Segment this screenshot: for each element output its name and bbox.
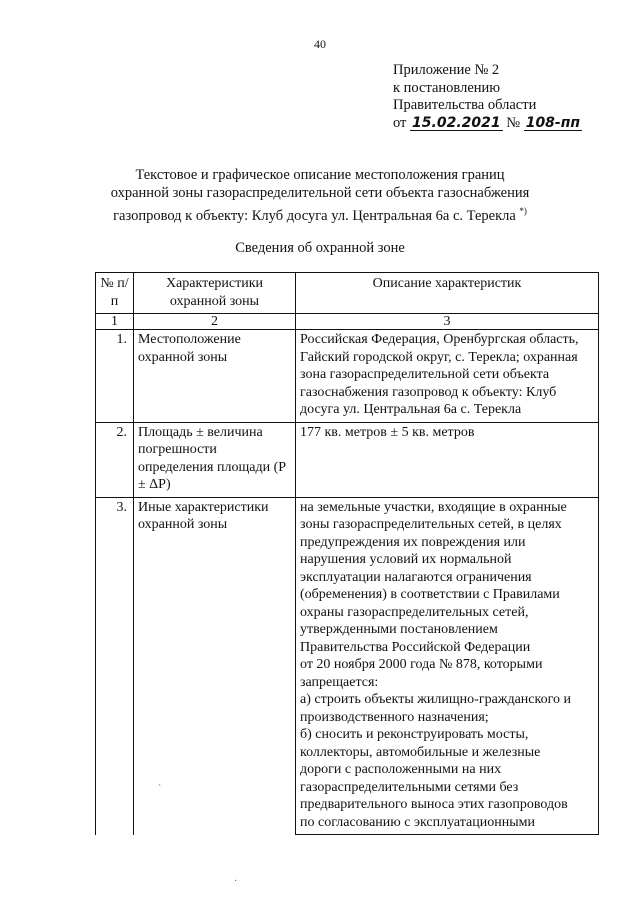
title-line-3: газопровод к объекту: Клуб досуга ул. Центральная 6а с. Терекла xyxy=(113,207,516,224)
description-line: предупреждения их повреждения или xyxy=(300,534,526,550)
description-line: производственного назначения; xyxy=(300,709,489,725)
header-num: № п/п xyxy=(96,273,134,314)
description-line: коллекторы, автомобильные и железные xyxy=(300,744,541,760)
scan-speck: · xyxy=(234,876,238,887)
description-line: зоны газораспределительных сетей, в целях xyxy=(300,517,562,532)
footnote-mark: *) xyxy=(519,206,527,216)
row-description: 177 кв. метров ± 5 кв. метров xyxy=(296,422,599,497)
description-line: нарушения условий их нормальной xyxy=(300,552,512,567)
page-number: 40 xyxy=(314,37,326,51)
description-line: эксплуатации налагаются ограничения xyxy=(300,569,532,585)
protected-zone-table xyxy=(95,272,599,835)
header-characteristic: Характеристики охранной зоны xyxy=(134,273,296,314)
table-header-row xyxy=(96,273,599,314)
row-description xyxy=(296,497,599,835)
description-line: дороги с расположенными на них xyxy=(300,762,502,777)
title-line-2: охранной зоны газораспределительной сети объекта газоснабжения xyxy=(110,185,530,201)
description-line: б) сносить и реконструировать мосты, xyxy=(300,727,529,742)
table-row xyxy=(96,330,599,423)
header-description: Описание характеристик xyxy=(296,273,599,314)
number-prefix: № xyxy=(506,114,521,131)
description-line: (обременения) в соответствии с Правилами xyxy=(300,587,560,602)
description-line: на земельные участки, входящие в охранные xyxy=(300,499,567,515)
description-line: от 20 ноября 2000 года № 878, которыми xyxy=(300,657,543,672)
appendix-block xyxy=(393,62,582,132)
description-line: предварительного выноса этих газопроводов xyxy=(300,797,568,812)
appendix-line-2: к постановлению xyxy=(393,79,501,96)
row-characteristic: Площадь ± величина погрешности определения площади (P ± ΔP) xyxy=(134,422,296,497)
description-line: газораспределительными сетями без xyxy=(300,779,519,795)
description-line: утвержденными постановлением xyxy=(300,622,498,637)
row-characteristic: Местоположение охранной зоны xyxy=(134,330,296,423)
row-number: 3. xyxy=(96,497,134,835)
description-line: запрещается: xyxy=(300,674,379,690)
handwritten-date: 15.02.2021 xyxy=(412,114,501,131)
title-line-3-wrap xyxy=(0,202,640,225)
table-row xyxy=(96,422,599,497)
appendix-line-1: Приложение № 2 xyxy=(393,62,500,78)
column-number-row xyxy=(96,314,599,330)
title-line-1: Текстовое и графическое описание местоположения границ xyxy=(135,167,505,183)
description-line: охраны газораспределительных сетей, xyxy=(300,604,529,620)
date-prefix: от xyxy=(393,114,407,131)
row-number: 1. xyxy=(96,330,134,423)
row-characteristic: Иные характеристики охранной зоны xyxy=(134,497,296,835)
handwritten-number: 108-пп xyxy=(525,114,581,131)
table-row xyxy=(96,497,599,835)
appendix-line-3: Правительства области xyxy=(393,97,537,113)
description-line: а) строить объекты жилищно-гражданского и xyxy=(300,692,571,707)
description-line: по согласованию с эксплуатационными xyxy=(300,814,535,830)
section-title: Сведения об охранной зоне xyxy=(235,240,405,256)
row-description: Российская Федерация, Оренбургская область, Гайский городской округ, с. Терекла; охранная зона газораспределительной сети объекта газоснабжения газопровод к объекту: Клуб досуга ул. Центральная 6а с. Терекла xyxy=(296,330,599,423)
column-number: 1 xyxy=(96,314,134,330)
column-number: 2 xyxy=(134,314,296,330)
row-number: 2. xyxy=(96,422,134,497)
description-line: Правительства Российской Федерации xyxy=(300,639,531,655)
scan-speck: ˋ xyxy=(158,784,162,795)
column-number: 3 xyxy=(296,314,599,330)
appendix-date-line xyxy=(393,115,582,133)
document-title xyxy=(0,166,640,225)
